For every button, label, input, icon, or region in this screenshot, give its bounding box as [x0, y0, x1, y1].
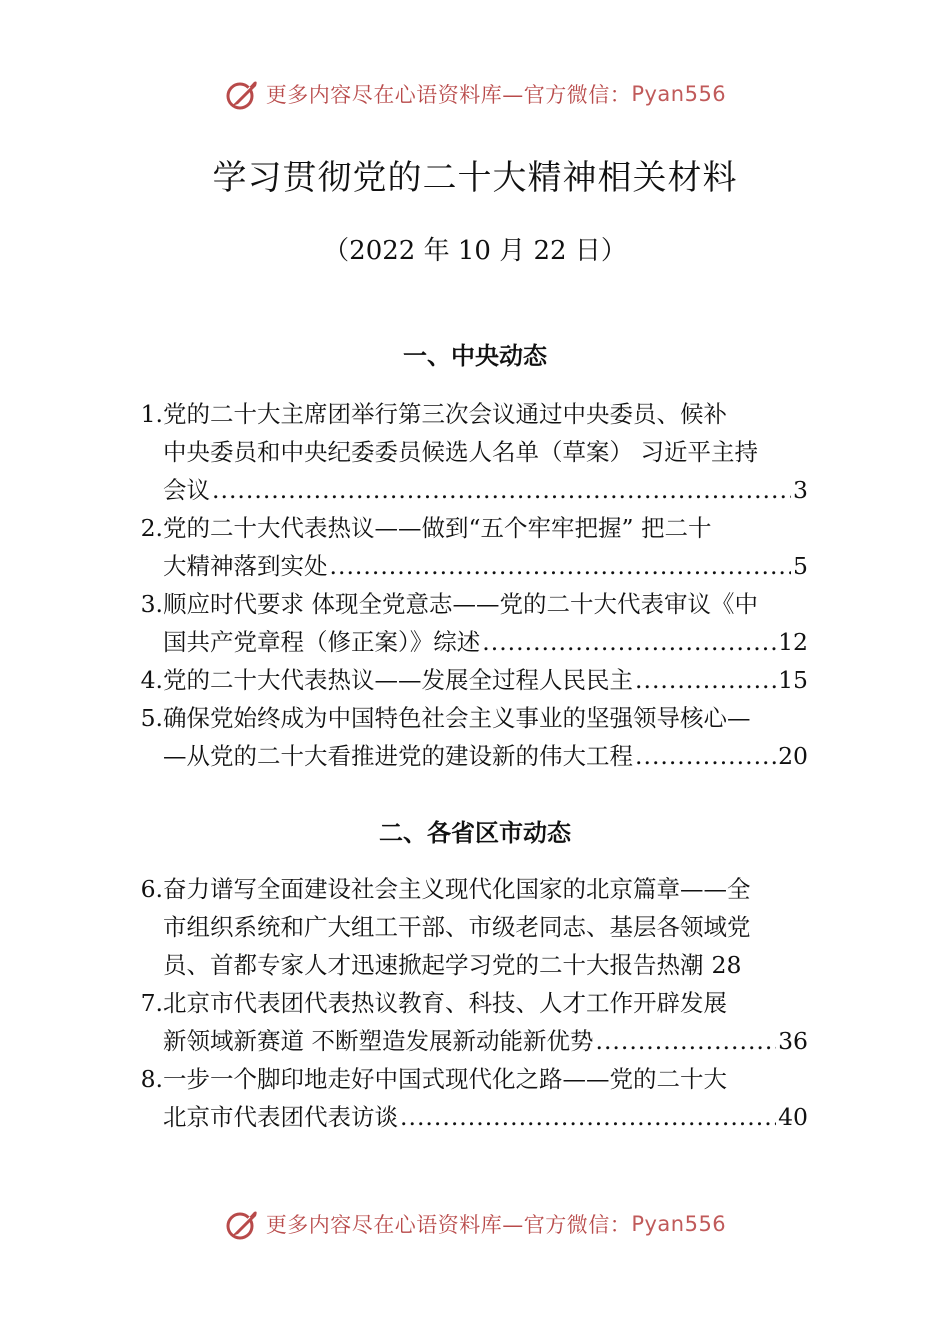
toc-entry[interactable] — [140, 699, 808, 775]
toc-entry-number: 1. — [140, 400, 163, 428]
toc-entry[interactable] — [140, 585, 808, 661]
feather-logo-icon — [224, 1206, 260, 1242]
toc-page-number: 36 — [778, 1027, 808, 1055]
watermark-banner-top — [0, 72, 950, 116]
toc-entry-text: 会议 — [163, 476, 210, 504]
toc-entry-last-line — [163, 623, 808, 661]
dot-leader — [595, 1022, 776, 1060]
toc-entry[interactable] — [140, 1060, 808, 1136]
toc-entry-number: 7. — [140, 989, 163, 1017]
dot-leader — [482, 623, 776, 661]
toc-entry-text: 大精神落到实处 — [163, 552, 328, 580]
toc-page-number: 3 — [793, 476, 808, 504]
document-title: 学习贯彻党的二十大精神相关材料 — [212, 158, 738, 198]
toc-entry-number: 6. — [140, 875, 163, 903]
toc-page-number: 12 — [778, 628, 808, 656]
dot-leader — [400, 1098, 776, 1136]
toc-entry-line: 奋力谱写全面建设社会主义现代化国家的北京篇章——全 — [163, 875, 751, 903]
toc-section-provincial — [140, 870, 808, 1136]
toc-entry-number: 5. — [140, 704, 163, 732]
dot-leader — [212, 471, 791, 509]
toc-page-number: 15 — [778, 666, 808, 694]
watermark-banner-bottom — [0, 1202, 950, 1246]
toc-entry[interactable] — [140, 395, 808, 509]
toc-entry-number: 2. — [140, 514, 163, 542]
toc-entry-number: 4. — [140, 666, 163, 694]
toc-entry-last-line — [163, 946, 808, 984]
toc-entry-line: 一步一个脚印地走好中国式现代化之路——党的二十大 — [163, 1065, 727, 1093]
toc-entry-number: 3. — [140, 590, 163, 618]
toc-entry-last-line — [163, 1098, 808, 1136]
toc-entry-text: 员、首都专家人才迅速掀起学习党的二十大报告热潮 — [163, 951, 704, 979]
dot-leader — [635, 661, 776, 699]
toc-entry[interactable] — [140, 984, 808, 1060]
feather-logo-icon — [224, 76, 260, 112]
document-date: （2022 年 10 月 22 日） — [323, 236, 627, 266]
toc-entry-last-line — [163, 471, 808, 509]
toc-entry-last-line — [163, 1022, 808, 1060]
toc-entry[interactable] — [140, 661, 808, 699]
toc-entry[interactable] — [140, 870, 808, 984]
watermark-text: 更多内容尽在心语资料库—官方微信： — [265, 83, 632, 107]
toc-entry-last-line — [163, 547, 808, 585]
toc-entry-line: 顺应时代要求 体现全党意志——党的二十大代表审议《中 — [163, 590, 758, 618]
toc-section-central — [140, 395, 808, 775]
toc-page-number: 5 — [793, 552, 808, 580]
watermark-wechat-id: Pyan556 — [631, 82, 727, 106]
dot-leader — [635, 737, 776, 775]
toc-entry-line: 党的二十大代表热议——做到“五个牢牢把握” 把二十 — [163, 514, 712, 542]
section-heading-provincial: 二、各省区市动态 — [379, 819, 571, 847]
toc-page-number: 28 — [711, 951, 742, 979]
toc-entry-text: 北京市代表团代表访谈 — [163, 1103, 398, 1131]
watermark-text: 更多内容尽在心语资料库—官方微信： — [265, 1213, 632, 1237]
toc-entry-text: —从党的二十大看推进党的建设新的伟大工程 — [163, 742, 633, 770]
toc-entry-text: 国共产党章程（修正案）》综述 — [163, 628, 481, 656]
toc-entry-line: 北京市代表团代表热议教育、科技、人才工作开辟发展 — [163, 989, 727, 1017]
toc-entry-number: 8. — [140, 1065, 163, 1093]
toc-page-number: 20 — [778, 742, 808, 770]
watermark-wechat-id: Pyan556 — [631, 1212, 727, 1236]
toc-entry-line: 市组织系统和广大组工干部、市级老同志、基层各领域党 — [163, 913, 751, 941]
toc-entry-last-line — [163, 737, 808, 775]
toc-entry-line: 中央委员和中央纪委委员候选人名单（草案） 习近平主持 — [163, 438, 758, 466]
toc-entry-last-line — [163, 661, 808, 699]
toc-entry[interactable] — [140, 509, 808, 585]
dot-leader — [330, 547, 792, 585]
section-heading-central: 一、中央动态 — [403, 342, 547, 370]
toc-entry-text: 党的二十大代表热议——发展全过程人民民主 — [163, 666, 633, 694]
toc-entry-line: 确保党始终成为中国特色社会主义事业的坚强领导核心— — [163, 704, 751, 732]
toc-page-number: 40 — [778, 1103, 808, 1131]
toc-entry-line: 党的二十大主席团举行第三次会议通过中央委员、候补 — [163, 400, 727, 428]
toc-entry-text: 新领域新赛道 不断塑造发展新动能新优势 — [163, 1027, 594, 1055]
